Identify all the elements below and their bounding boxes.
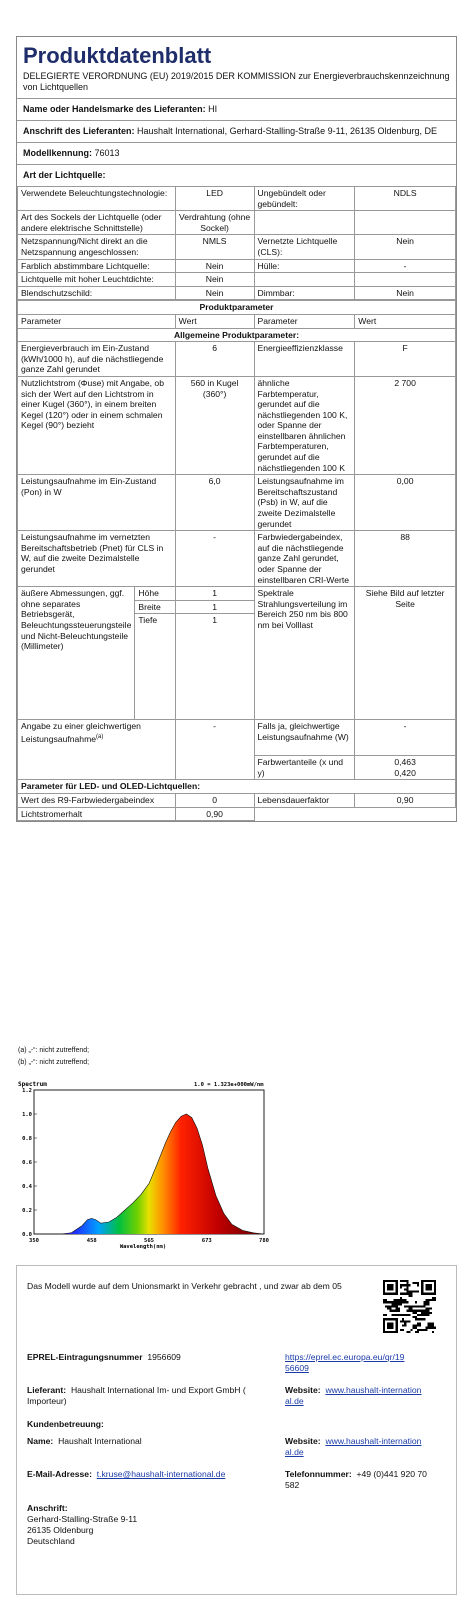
col-header-value: Wert (175, 314, 254, 328)
website-label-2: Website: (285, 1436, 321, 1446)
parameter-name: Leistungsaufnahme im Ein-Zustand (Pon) in W (18, 475, 176, 531)
page-title: Produktdatenblatt (23, 43, 212, 68)
phone-value-2: 582 (285, 1480, 300, 1490)
supplier-address-value: Haushalt International, Gerhard-Stalling-Straße 9-11, 26135 Oldenburg, DE (137, 126, 438, 136)
lifetime-value: 0,90 (355, 793, 456, 807)
light-source-param (254, 211, 355, 235)
website-row-2 (285, 1436, 421, 1458)
supplier-name-label: Name oder Handelsmarke des Lieferanten: (23, 104, 206, 114)
light-source-param: Lichtquelle mit hoher Leuchtdichte: (18, 273, 176, 287)
light-source-param: Blendschutzschild: (18, 286, 176, 300)
y-tick-label: 0.0 (22, 1232, 32, 1238)
supplier-name-row (17, 98, 456, 120)
light-source-title: Art der Lichtquelle: (23, 170, 106, 180)
footnote-b: (b) „-“: nicht zutreffend; (18, 1059, 90, 1066)
address-line-3: Deutschland (27, 1536, 75, 1546)
parameter-value: 6 (175, 342, 254, 377)
eprel-link-line1[interactable]: https://eprel.ec.europa.eu/qr/19 (285, 1352, 405, 1362)
supplier-address-row (17, 120, 456, 142)
chromaticity-values (355, 756, 456, 780)
light-source-param: Dimmbar: (254, 286, 355, 300)
dimension-width-label: Breite (138, 601, 161, 612)
light-source-row (18, 273, 456, 287)
supplier-footer-label: Lieferant: (27, 1385, 67, 1395)
website-link-2a[interactable]: www.haushalt-internation (325, 1436, 422, 1446)
eprel-value: 1956609 (147, 1352, 181, 1362)
eprel-link[interactable] (285, 1352, 404, 1374)
light-source-value: Nein (175, 259, 254, 273)
spectral-value: Siehe Bild auf letzter Seite (355, 587, 456, 720)
light-source-row (18, 286, 456, 300)
equivalent-value: - (175, 720, 254, 780)
phone-row (285, 1469, 427, 1491)
eprel-label: EPREL-Eintragungsnummer (27, 1352, 143, 1362)
parameter-value: 6,0 (175, 475, 254, 531)
dimension-height-label: Höhe (138, 588, 159, 599)
col-header-value-2: Wert (355, 314, 456, 328)
light-source-value (355, 273, 456, 287)
y-tick-label: 0.8 (22, 1136, 32, 1142)
chromaticity-y: 0,420 (394, 767, 416, 778)
y-tick-label: 0.2 (22, 1208, 32, 1214)
parameter-value: - (175, 531, 254, 587)
email-label: E-Mail-Adresse: (27, 1469, 92, 1479)
spectrum-annotation: 1.0 = 1.323e+000mW/nm (194, 1082, 264, 1088)
address-line-1: Gerhard-Stalling-Straße 9-11 (27, 1514, 138, 1524)
light-source-row (18, 259, 456, 273)
x-tick-label: 458 (86, 1238, 97, 1244)
dimension-width-value: 1 (176, 601, 254, 615)
website-link-1b[interactable]: al.de (285, 1396, 304, 1406)
light-source-param: Hülle: (254, 259, 355, 273)
x-tick-label: 780 (259, 1238, 269, 1244)
light-source-value: Nein (355, 286, 456, 300)
y-tick-label: 1.2 (22, 1088, 32, 1094)
website-row-1 (285, 1385, 421, 1407)
dimension-height-value: 1 (176, 587, 254, 601)
light-source-param: Art des Sockels der Lichtquelle (oder andere elektrische Schnittstelle) (18, 211, 176, 235)
flux-maintenance-value: 0,90 (175, 807, 254, 821)
light-source-row (18, 187, 456, 211)
website-link-1a[interactable]: www.haushalt-internation (325, 1385, 422, 1395)
eprel-link-line2[interactable]: 56609 (285, 1363, 309, 1373)
service-heading: Kundenbetreuung: (27, 1419, 104, 1429)
parameter-name: Nutzlichtstrom (Φuse) mit Angabe, ob sich der Wert auf den Lichtstrom in einer Kugel (360°), in einem breiten Kegel (120°) oder in einem schmalen Kegel (90°) bezieht (18, 376, 176, 474)
service-name-label: Name: (27, 1436, 54, 1446)
spectrum-title: Spectrum (18, 1081, 47, 1088)
parameter-value: 88 (355, 531, 456, 587)
dimension-depth-label: Tiefe (138, 615, 158, 626)
supplier-footer (27, 1385, 282, 1407)
supplier-footer-value-2: Importeur) (27, 1396, 67, 1406)
address-line-2: 26135 Oldenburg (27, 1525, 94, 1535)
parameter-row (18, 342, 456, 377)
dimensions-cell (18, 587, 176, 720)
light-source-param: Farblich abstimmbare Lichtquelle: (18, 259, 176, 273)
parameter-row (18, 376, 456, 474)
x-tick-label: 350 (29, 1238, 39, 1244)
page-subtitle: DELEGIERTE VERORDNUNG (EU) 2019/2015 DER KOMMISSION zur Energieverbrauchskennzeichnung von Lichtquellen (23, 71, 450, 92)
equivalent-footnote: (a) (96, 733, 104, 740)
light-source-heading (17, 164, 456, 186)
chromaticity-x: 0,463 (394, 757, 416, 768)
product-parameters-title: Produktparameter (18, 301, 456, 315)
address-block (27, 1503, 137, 1547)
parameter-value: 0,00 (355, 475, 456, 531)
footnotes (16, 1045, 89, 1069)
model-value: 76013 (94, 148, 120, 158)
dimensions-values (175, 587, 254, 720)
equivalent-w-value: - (355, 720, 456, 756)
parameter-name: Energieeffizienzklasse (254, 342, 355, 377)
eprel-row (27, 1352, 181, 1363)
r9-label: Wert des R9-Farbwiedergabeindex (18, 793, 176, 807)
product-parameters-table (17, 300, 456, 821)
spectrum-xlabel: Wavelength(nm) (119, 1244, 167, 1250)
light-source-row (18, 235, 456, 259)
light-source-value: Nein (355, 235, 456, 259)
light-source-value: Nein (175, 286, 254, 300)
service-name-row (27, 1436, 142, 1447)
parameter-name: ähnliche Farbtemperatur, gerundet auf die nächstliegenden 100 K, oder Spanne der einstellbaren ähnlichen Farbtemperaturen, gerundet auf die nächstliegenden 100 K (254, 376, 355, 474)
address-label: Anschrift: (27, 1503, 68, 1513)
email-row (27, 1469, 225, 1480)
market-text: Das Modell wurde auf dem Unionsmarkt in Verkehr gebracht , und zwar ab dem 05 (27, 1281, 342, 1291)
equivalent-w-label: Falls ja, gleichwertige Leistungsaufnahme (W) (254, 720, 355, 756)
equivalent-label: Angabe zu einer gleichwertigen Leistungsaufnahme (21, 721, 141, 744)
datasheet (16, 36, 457, 822)
service-name-value: Haushalt International (58, 1436, 142, 1446)
lifetime-label: Lebensdauerfaktor (254, 793, 355, 807)
light-source-param: Verwendete Beleuchtungstechnologie: (18, 187, 176, 211)
parameter-name: Energieverbrauch im Ein-Zustand (kWh/1000 h), auf die nächstliegende ganze Zahl gerundet (18, 342, 176, 377)
y-tick-label: 0.6 (22, 1160, 32, 1166)
col-header-param-2: Parameter (254, 314, 355, 328)
light-source-value: LED (175, 187, 254, 211)
spectrum-svg (16, 1078, 270, 1250)
light-source-param: Ungebündelt oder gebündelt: (254, 187, 355, 211)
supplier-name-value: HI (208, 104, 218, 114)
flux-maintenance-label: Lichtstromerhalt (18, 807, 176, 821)
light-source-value: NDLS (355, 187, 456, 211)
light-source-param (254, 273, 355, 287)
parameter-row (18, 531, 456, 587)
email-link[interactable]: t.kruse@haushalt-international.de (96, 1469, 226, 1479)
col-header-param: Parameter (18, 314, 176, 328)
equivalent-label-cell (18, 720, 176, 780)
dimensions-label: äußere Abmessungen, ggf. ohne separates Betriebsgerät, Beleuchtungssteuerungsteile und Nicht-Beleuchtungsteile (Millimeter) (18, 587, 135, 719)
light-source-value (355, 211, 456, 235)
footer-box (16, 1265, 457, 1595)
footnote-a: (a) „-“: nicht zutreffend; (18, 1047, 90, 1054)
light-source-param: Vernetzte Lichtquelle (CLS): (254, 235, 355, 259)
light-source-param: Netzspannung/Nicht direkt an die Netzspannung angeschlossen: (18, 235, 176, 259)
parameter-row (18, 475, 456, 531)
y-tick-label: 0.4 (22, 1184, 32, 1190)
phone-label: Telefonnummer: (285, 1469, 352, 1479)
parameter-name: Leistungsaufnahme im vernetzten Bereitschaftsbetrieb (Pnet) für CLS in W, auf die zweite Dezimalstelle gerundet (18, 531, 176, 587)
y-tick-label: 1.0 (22, 1112, 32, 1118)
website-link-2b[interactable]: al.de (285, 1447, 304, 1457)
r9-value: 0 (175, 793, 254, 807)
supplier-footer-value-1: Haushalt International Im- und Export GmbH ( (70, 1385, 246, 1395)
spectral-label: Spektrale Strahlungsverteilung im Bereich 250 nm bis 800 nm bei Volllast (254, 587, 355, 720)
x-tick-label: 565 (144, 1238, 154, 1244)
light-source-value: - (355, 259, 456, 273)
light-source-value: NMLS (175, 235, 254, 259)
model-label: Modellkennung: (23, 148, 92, 158)
website-label-1: Website: (285, 1385, 321, 1395)
qr-code-icon (383, 1280, 436, 1333)
general-parameters-title: Allgemeine Produktparameter: (18, 328, 456, 342)
light-source-row (18, 211, 456, 235)
light-source-table (17, 186, 456, 300)
parameter-value: 2 700 (355, 376, 456, 474)
phone-value-1: +49 (0)441 920 70 (356, 1469, 427, 1479)
supplier-address-label: Anschrift des Lieferanten: (23, 126, 135, 136)
parameter-name: Leistungsaufnahme im Bereitschaftszustand (Psb) in W, auf die zweite Dezimalstelle gerundet (254, 475, 355, 531)
parameter-value: 560 in Kugel (360°) (175, 376, 254, 474)
light-source-value: Verdrahtung (ohne Sockel) (175, 211, 254, 235)
chromaticity-label: Farbwertanteile (x und y) (254, 756, 355, 780)
x-tick-label: 673 (201, 1238, 212, 1244)
light-source-value: Nein (175, 273, 254, 287)
model-row (17, 142, 456, 164)
led-parameters-title: Parameter für LED- und OLED-Lichtquellen: (18, 780, 456, 794)
parameter-value: F (355, 342, 456, 377)
dimension-depth-value: 1 (212, 615, 217, 626)
spectrum-chart (16, 1078, 270, 1250)
parameter-name: Farbwiedergabeindex, auf die nächstliegende ganze Zahl gerundet, oder Spanne der einstellbaren CRI-Werte (254, 531, 355, 587)
